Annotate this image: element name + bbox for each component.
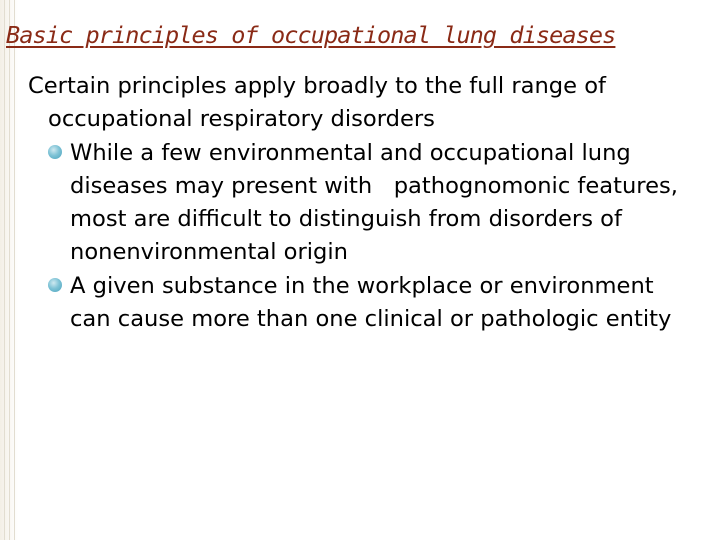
bullet-item: [28, 270, 696, 337]
intro-paragraph-text: Certain principles apply broadly to the full range of occupational respiratory disorders: [28, 73, 606, 133]
bullet-item-text: While a few environmental and occupational lung diseases may present with pathognomonic features, most are difficult to distinguish from disorders of nonenvironmental origin: [70, 139, 678, 266]
circle-bullet-icon: [48, 145, 62, 159]
decorative-line: [9, 0, 10, 540]
slide-title: Basic principles of occupational lung diseases: [6, 21, 616, 49]
decorative-line: [14, 0, 15, 540]
circle-bullet-icon: [48, 278, 62, 292]
intro-paragraph: [28, 70, 696, 137]
bullet-item: [28, 137, 696, 270]
decorative-line: [4, 0, 5, 540]
slide-body: [28, 70, 696, 336]
bullet-item-text: A given substance in the workplace or environment can cause more than one clinical or pathologic entity: [70, 272, 672, 333]
